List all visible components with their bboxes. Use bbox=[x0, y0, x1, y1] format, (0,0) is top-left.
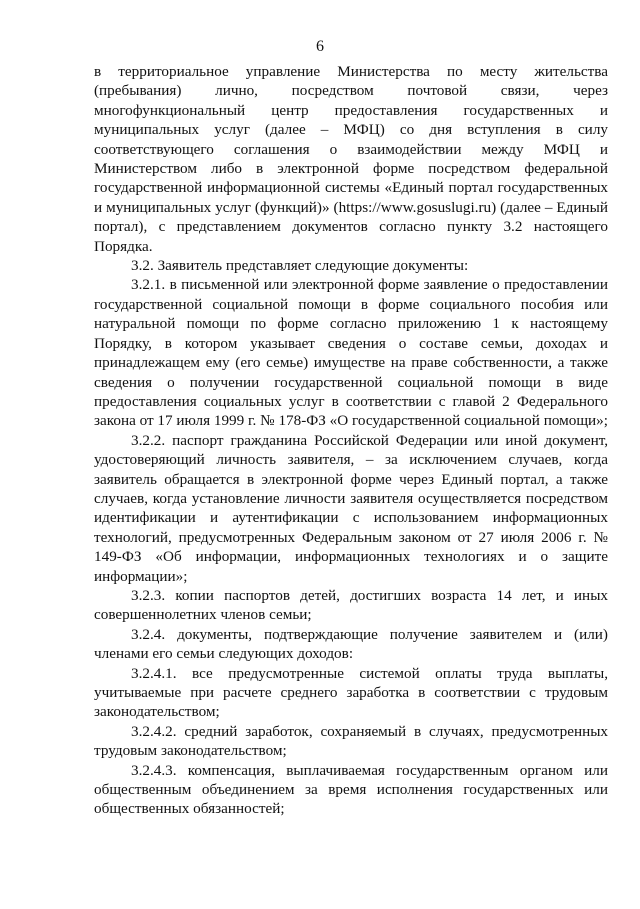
paragraph-3-2: 3.2. Заявитель представляет следующие документы: bbox=[131, 257, 469, 275]
paragraph-3-2-1: 3.2.1. в письменной или электронной форме заявление о предоставлении государственной социальной помощи в форме социального пособия или натуральной помощи по форме согласно приложению 1 к настоящему Порядку, в котором указывает сведения о составе семьи, доходах и принадлежащем ему (его семье) имуществе на праве собственности, а также сведения о получении государственной социальной помощи в виде предоставления социальных услуг в соответствии с главой 2 Федерального закона от 17 июля 1999 г. № 178-ФЗ «О государственной социальной помощи»; bbox=[94, 276, 608, 430]
document-body bbox=[94, 62, 608, 819]
paragraph-3-2-4-3: 3.2.4.3. компенсация, выплачиваемая государственным органом или общественным объединением за время исполнения государственных или общественных обязанностей; bbox=[94, 761, 608, 818]
paragraph-3-2-2: 3.2.2. паспорт гражданина Российской Федерации или иной документ, удостоверяющий личность заявителя, – за исключением случаев, когда заявитель обращается в электронной форме через Единый портал, а также случаев, когда установление личности заявителя осуществляется посредством идентификации и аутентификации с использованием информационных технологий, предусмотренных Федеральным законом от 27 июля 2006 г. № 149-ФЗ «Об информации, информационных технологиях и о защите информации»; bbox=[94, 431, 608, 585]
paragraph-3-2-4: 3.2.4. документы, подтверждающие получение заявителем и (или) членами его семьи следующих доходов: bbox=[94, 625, 608, 663]
paragraph-continuation: в территориальное управление Министерства по месту жительства (пребывания) лично, посредством почтовой связи, через многофункциональный центр предоставления государственных и муниципальных услуг (далее – МФЦ) со дня вступления в силу соответствующего соглашения о взаимодействии между МФЦ и Министерством либо в электронной форме посредством федеральной государственной информационной системы «Единый портал государственных и муниципальных услуг (функций)» (https://www.gosuslugi.ru) (далее – Единый портал), с представлением документов согласно пункту 3.2 настоящего Порядка. bbox=[94, 63, 608, 255]
page-number: 6 bbox=[316, 38, 324, 55]
paragraph-3-2-4-1: 3.2.4.1. все предусмотренные системой оплаты труда выплаты, учитываемые при расчете среднего заработка в соответствии с трудовым законодательством; bbox=[94, 664, 608, 721]
paragraph-3-2-4-2: 3.2.4.2. средний заработок, сохраняемый в случаях, предусмотренных трудовым законодательством; bbox=[94, 722, 608, 760]
paragraph-3-2-3: 3.2.3. копии паспортов детей, достигших возраста 14 лет, и иных совершеннолетних членов семьи; bbox=[94, 586, 608, 624]
